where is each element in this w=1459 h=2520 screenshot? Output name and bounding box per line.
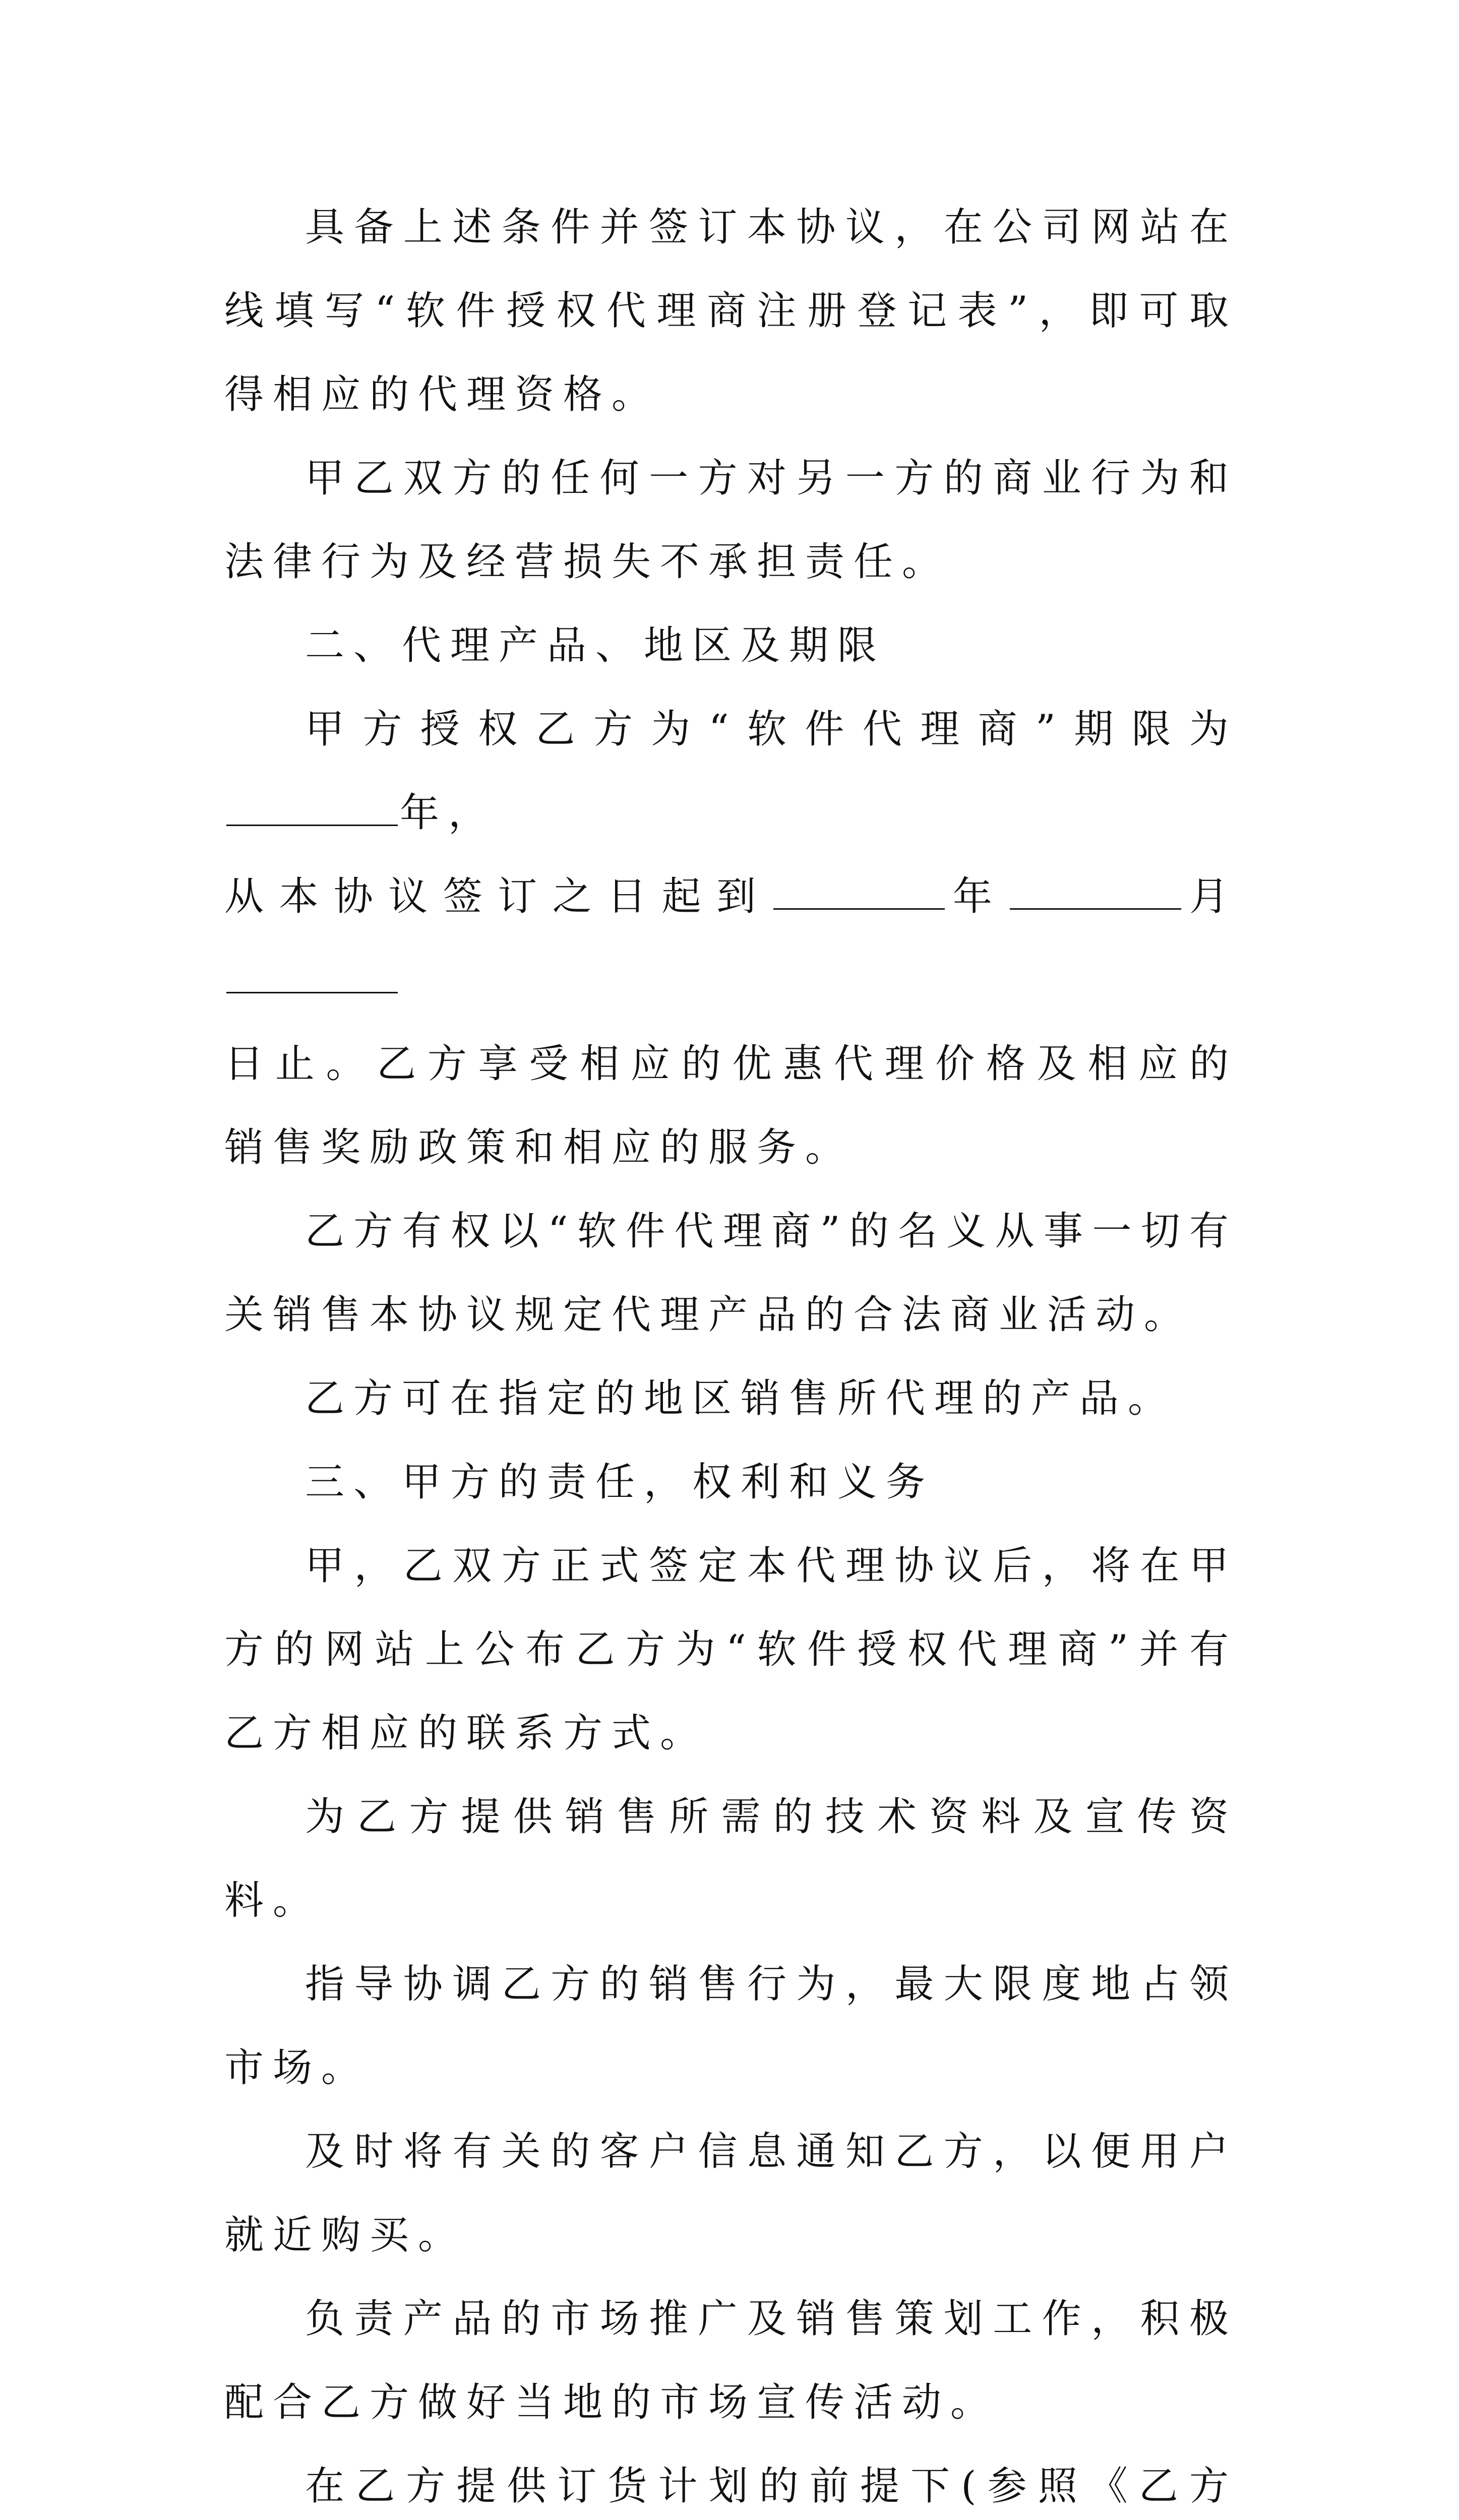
paragraph-liability: 甲乙双方的任何一方对另一方的商业行为和法律行为及经营损失不承担责任。 <box>224 456 1238 585</box>
term-text-1: 甲方授权乙方为“软件代理商”期限为 <box>305 707 1238 752</box>
paragraph-sales-region: 乙方可在指定的地区销售所代理的产品。 <box>305 1376 1177 1421</box>
blank-month <box>1010 908 1181 910</box>
paragraph-term <box>224 687 1238 1189</box>
term-text-2: 年， <box>400 790 497 836</box>
term-text-4: 年 <box>946 874 1008 919</box>
term-text-3: 从本协议签订之日起到 <box>224 874 771 919</box>
paragraph-supply: 在乙方提供订货计划的前提下(参照《乙方 <box>305 2464 1238 2509</box>
paragraph-provide-materials: 为乙方提供销售所需的技术资料及宣传资料。 <box>224 1794 1238 1923</box>
paragraph-marketing: 负责产品的市场推广及销售策划工作，积极配合乙方做好当地的市场宣传活动。 <box>224 2296 1238 2425</box>
document-body <box>224 185 1238 2520</box>
paragraph-customer-info: 及时将有关的客户信息通知乙方，以便用户就近购买。 <box>224 2129 1238 2258</box>
paragraph-agent-rights: 乙方有权以“软件代理商”的名义从事一切有关销售本协议规定代理产品的合法商业活动。 <box>224 1209 1238 1338</box>
blank-year <box>773 908 945 910</box>
blank-day <box>226 991 398 993</box>
term-line-2 <box>224 855 1238 1022</box>
term-line-3 <box>224 1022 1238 1189</box>
paragraph-guide-sales: 指导协调乙方的销售行为，最大限度地占领市场。 <box>224 1962 1238 2091</box>
blank-years <box>226 824 398 826</box>
paragraph-publish-agent: 甲，乙双方正式签定本代理协议后，将在甲方的网站上公布乙方为“软件授权代理商”并有乙方相应的联系方式。 <box>224 1543 1238 1756</box>
term-text-6: 日止。乙方享受相应的优惠代理价格及相应的销售奖励政策和相应的服务。 <box>224 1041 1238 1170</box>
section-heading-party-a-duties: 三、甲方的责任，权利和义务 <box>305 1460 935 1505</box>
paragraph-qualification: 具备上述条件并签订本协议，在公司网站在线填写“软件授权代理商注册登记表”，即可取得相应的代理资格。 <box>224 205 1238 417</box>
section-heading-products-region-term: 二、代理产品、地区及期限 <box>305 623 886 668</box>
term-text-5: 月 <box>1183 874 1238 919</box>
